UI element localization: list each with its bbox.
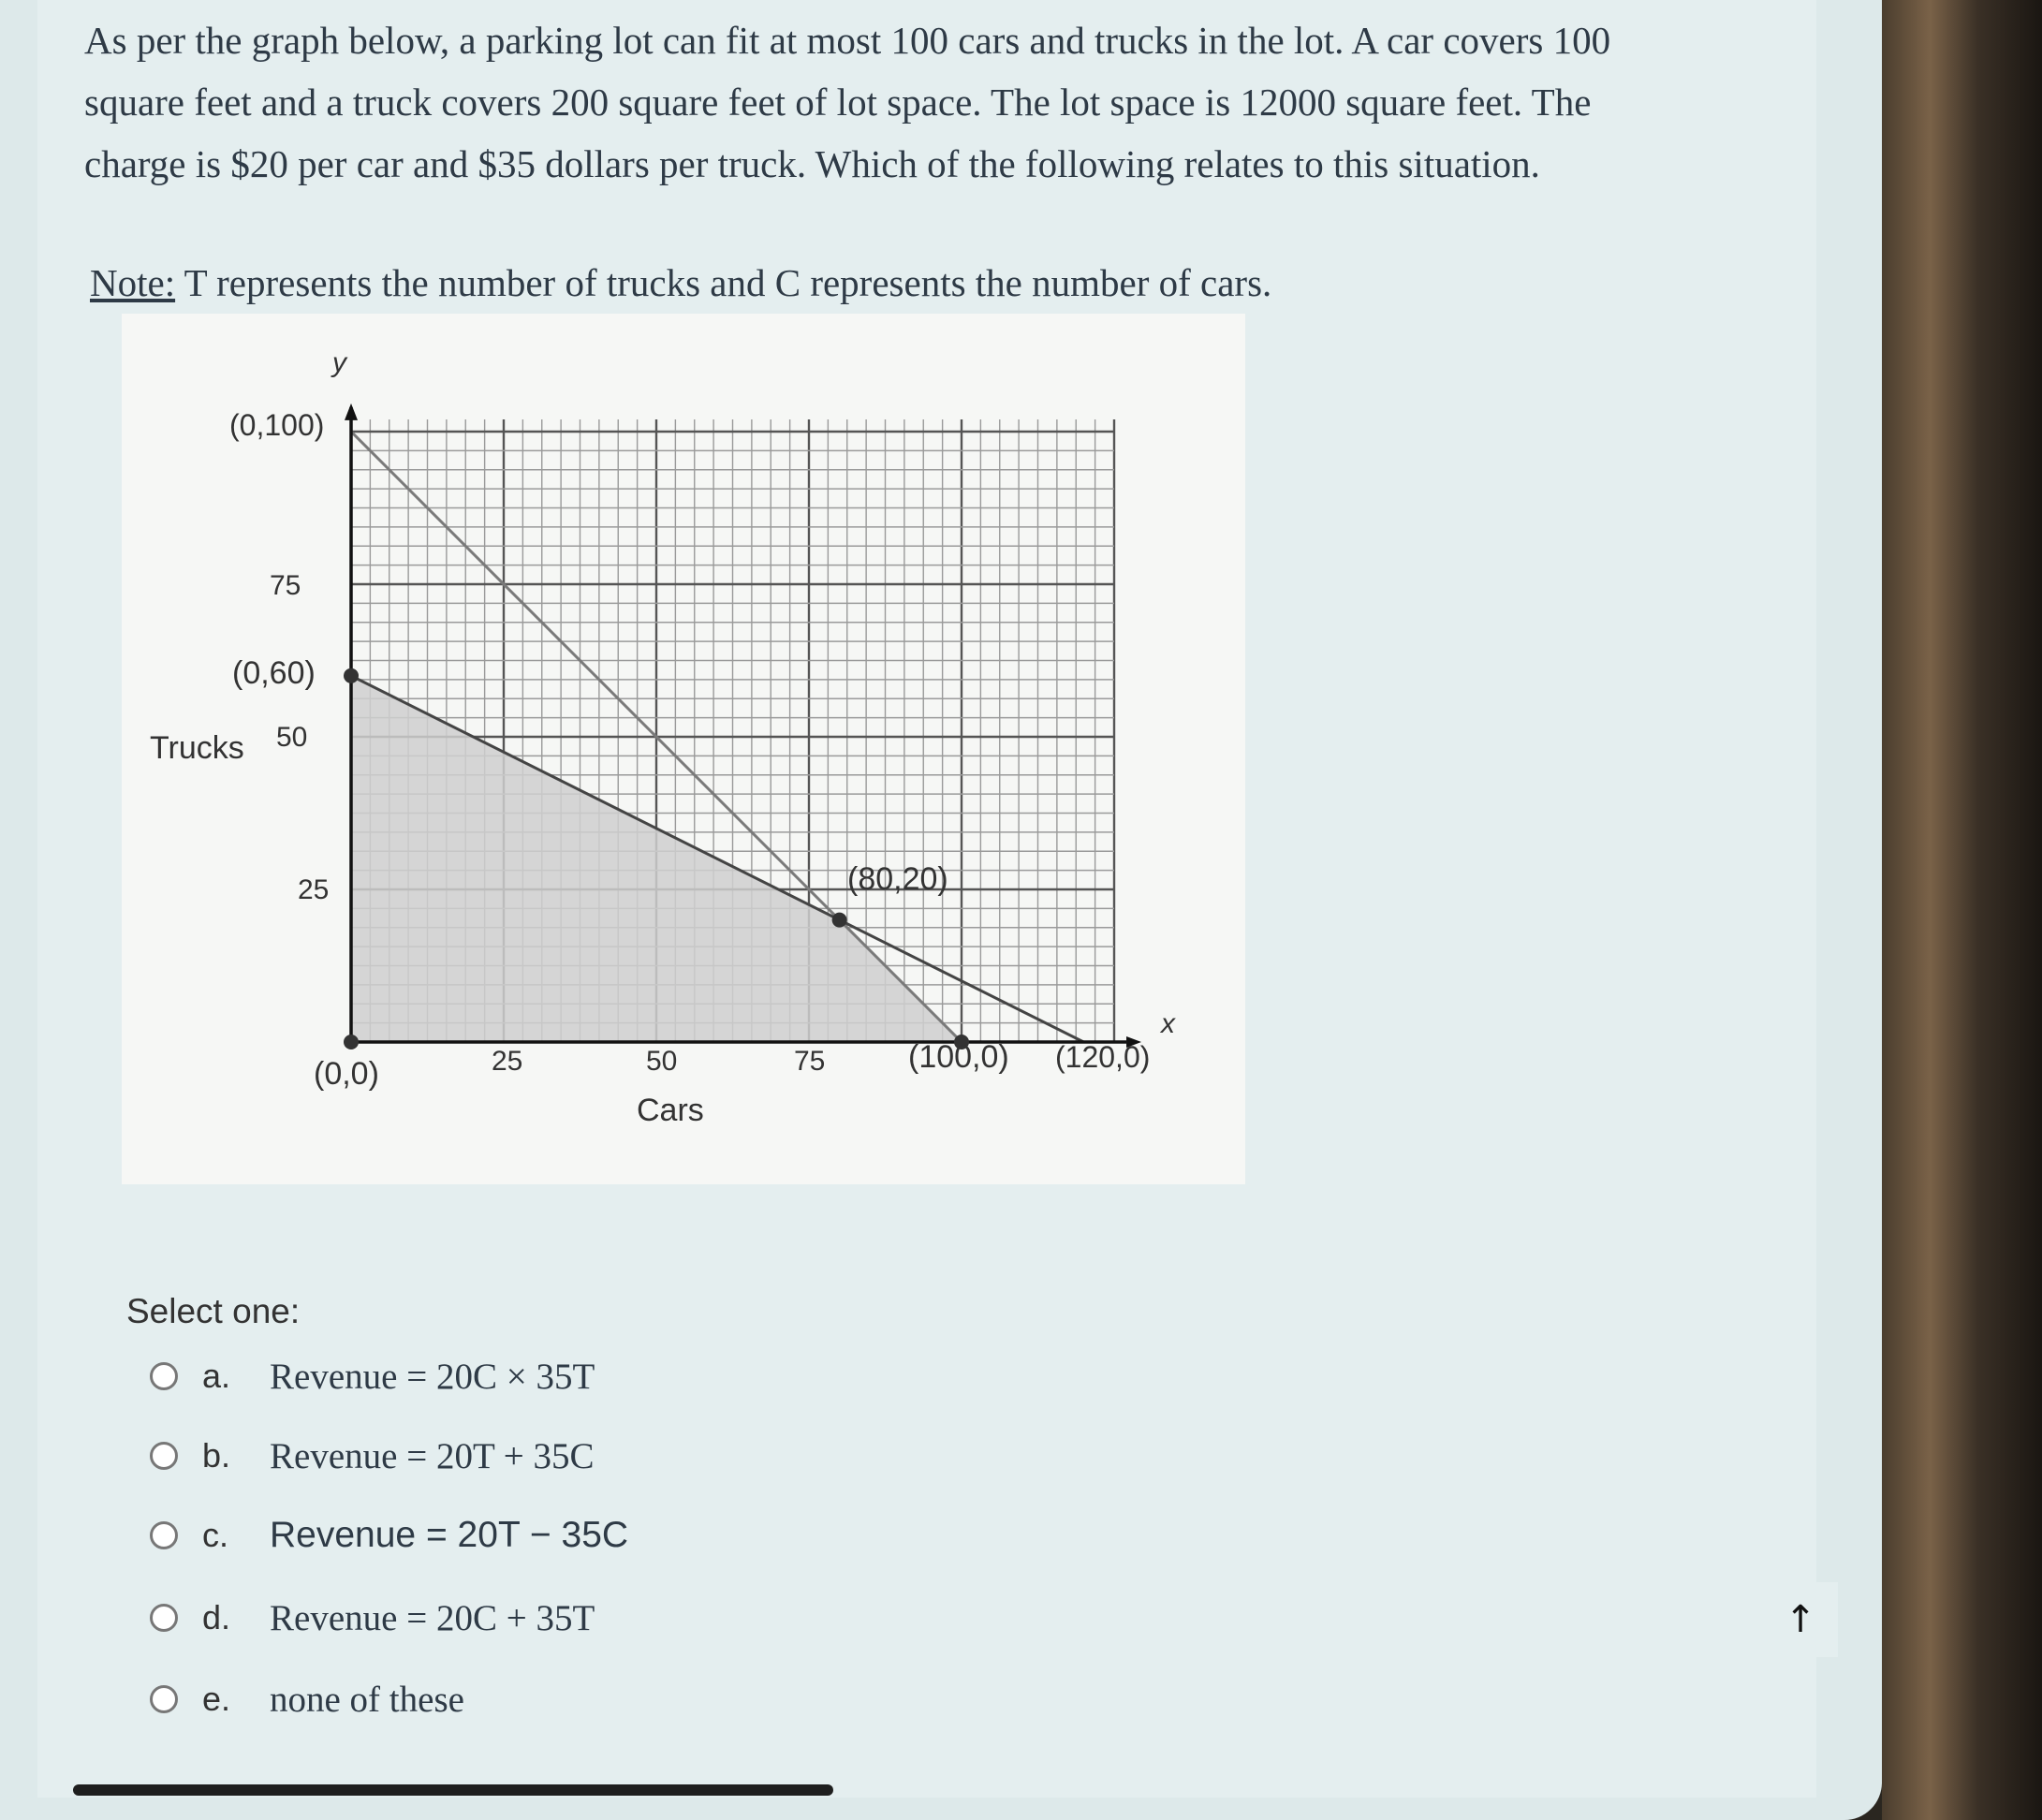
radio-c[interactable] [150, 1521, 178, 1549]
note-text: T represents the number of trucks and C represents the number of cars. [175, 261, 1272, 304]
option-d-text[interactable]: Revenue = 20C + 35T [270, 1597, 595, 1638]
select-one-label: Select one: [126, 1292, 301, 1330]
monitor-bezel [1882, 0, 2042, 1820]
graph [122, 314, 1245, 1184]
label-80-20: (80,20) [847, 861, 948, 897]
option-c-letter: c. [202, 1516, 229, 1554]
option-e-letter: e. [202, 1680, 231, 1718]
label-0-0: (0,0) [314, 1056, 379, 1092]
note [90, 260, 1271, 305]
horizontal-scrollbar[interactable] [73, 1784, 833, 1796]
label-0-100: (0,100) [229, 408, 325, 442]
note-label: Note: [90, 261, 176, 304]
label-120-0: (120,0) [1055, 1040, 1151, 1074]
option-d[interactable] [150, 1590, 595, 1646]
point-0-60 [344, 668, 359, 683]
label-100-0: (100,0) [908, 1039, 1009, 1075]
y-axis-arrow [345, 404, 358, 420]
option-c[interactable] [150, 1507, 628, 1563]
radio-d[interactable] [150, 1604, 178, 1632]
y-axis-variable: y [332, 347, 346, 378]
option-a-text[interactable]: Revenue = 20C × 35T [270, 1356, 595, 1397]
y-axis-title: Trucks [150, 730, 244, 766]
point-80-20 [832, 913, 847, 928]
y-tick-25: 25 [298, 874, 330, 905]
arrow-up-icon[interactable]: ↑ [1763, 1582, 1838, 1657]
option-b[interactable] [150, 1428, 595, 1484]
option-d-letter: d. [202, 1598, 231, 1637]
y-tick-75: 75 [270, 570, 301, 601]
x-tick-50: 50 [646, 1046, 678, 1077]
label-0-60: (0,60) [232, 655, 316, 691]
option-a[interactable] [150, 1348, 595, 1404]
x-axis-title: Cars [637, 1093, 704, 1128]
chart-svg [122, 314, 1245, 1184]
option-b-letter: b. [202, 1436, 231, 1475]
y-tick-50: 50 [276, 722, 308, 753]
question-text: As per the graph below, a parking lot can fit at most 100 cars and trucks in the lot. A car covers 100 square feet and a truck covers 200 square feet of lot space. The lot space is 12000 square feet. The charge is $20 per car and $35 dollars per truck. Which of the following relates to this situation. [84, 19, 1611, 185]
x-axis-variable: x [1161, 1008, 1175, 1039]
option-b-text[interactable]: Revenue = 20T + 35C [270, 1435, 595, 1476]
option-a-letter: a. [202, 1357, 231, 1395]
radio-a[interactable] [150, 1362, 178, 1390]
radio-b[interactable] [150, 1442, 178, 1470]
x-tick-75: 75 [794, 1046, 826, 1077]
radio-e[interactable] [150, 1685, 178, 1713]
point-0-0 [344, 1035, 359, 1049]
option-e-text[interactable]: none of these [270, 1679, 464, 1720]
option-c-text[interactable]: Revenue = 20T − 35C [270, 1515, 629, 1555]
x-tick-25: 25 [492, 1046, 523, 1077]
option-e[interactable] [150, 1671, 464, 1727]
